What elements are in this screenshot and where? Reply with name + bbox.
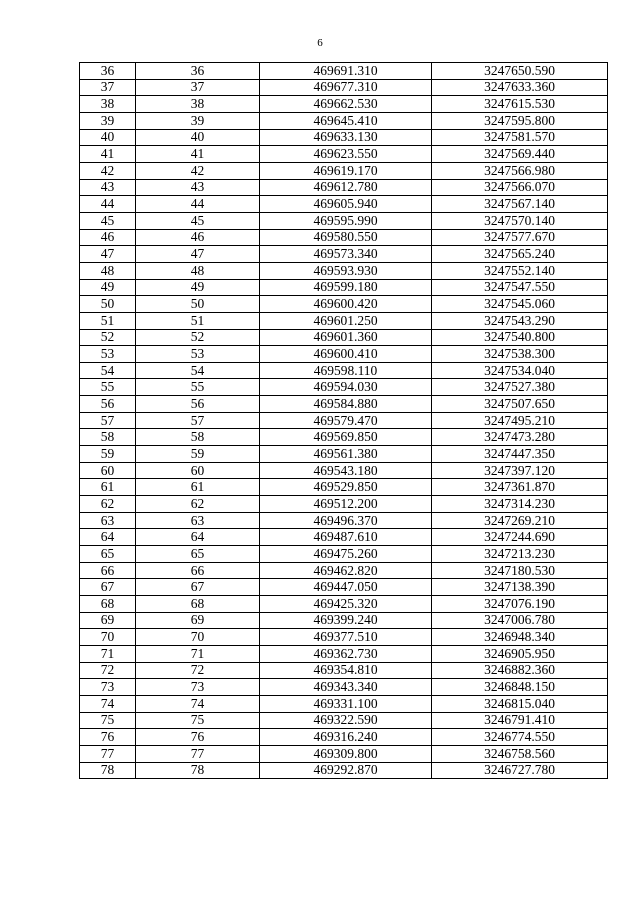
y-coordinate-cell: 3247495.210 <box>432 412 608 429</box>
table-row <box>80 362 608 379</box>
y-coordinate-cell: 3247138.390 <box>432 579 608 596</box>
table-row <box>80 496 608 513</box>
x-coordinate-cell: 469399.240 <box>260 612 432 629</box>
x-coordinate-cell: 469633.130 <box>260 129 432 146</box>
point-index-cell: 70 <box>136 629 260 646</box>
x-coordinate-cell: 469645.410 <box>260 112 432 129</box>
point-index-cell: 69 <box>136 612 260 629</box>
point-number-cell: 67 <box>80 579 136 596</box>
table-row <box>80 546 608 563</box>
table-row <box>80 212 608 229</box>
point-index-cell: 75 <box>136 712 260 729</box>
y-coordinate-cell: 3247507.650 <box>432 396 608 413</box>
x-coordinate-cell: 469584.880 <box>260 396 432 413</box>
table-row <box>80 612 608 629</box>
y-coordinate-cell: 3247314.230 <box>432 496 608 513</box>
point-number-cell: 58 <box>80 429 136 446</box>
point-number-cell: 61 <box>80 479 136 496</box>
point-number-cell: 56 <box>80 396 136 413</box>
point-index-cell: 65 <box>136 546 260 563</box>
table-row <box>80 562 608 579</box>
x-coordinate-cell: 469561.380 <box>260 446 432 463</box>
y-coordinate-cell: 3246905.950 <box>432 645 608 662</box>
point-index-cell: 44 <box>136 196 260 213</box>
y-coordinate-cell: 3247180.530 <box>432 562 608 579</box>
point-number-cell: 36 <box>80 63 136 80</box>
x-coordinate-cell: 469343.340 <box>260 679 432 696</box>
point-index-cell: 58 <box>136 429 260 446</box>
x-coordinate-cell: 469316.240 <box>260 729 432 746</box>
point-number-cell: 66 <box>80 562 136 579</box>
table-row <box>80 712 608 729</box>
point-index-cell: 56 <box>136 396 260 413</box>
y-coordinate-cell: 3247473.280 <box>432 429 608 446</box>
table-row <box>80 745 608 762</box>
table-row <box>80 462 608 479</box>
y-coordinate-cell: 3246882.360 <box>432 662 608 679</box>
point-number-cell: 50 <box>80 296 136 313</box>
table-row <box>80 762 608 779</box>
point-index-cell: 57 <box>136 412 260 429</box>
table-row <box>80 296 608 313</box>
point-index-cell: 73 <box>136 679 260 696</box>
table-row <box>80 579 608 596</box>
y-coordinate-cell: 3247397.120 <box>432 462 608 479</box>
table-row <box>80 262 608 279</box>
y-coordinate-cell: 3246815.040 <box>432 695 608 712</box>
point-number-cell: 49 <box>80 279 136 296</box>
x-coordinate-cell: 469601.360 <box>260 329 432 346</box>
point-number-cell: 51 <box>80 312 136 329</box>
point-number-cell: 65 <box>80 546 136 563</box>
y-coordinate-cell: 3247615.530 <box>432 96 608 113</box>
y-coordinate-cell: 3247577.670 <box>432 229 608 246</box>
table-row <box>80 629 608 646</box>
point-number-cell: 68 <box>80 596 136 613</box>
x-coordinate-cell: 469612.780 <box>260 179 432 196</box>
table-row <box>80 596 608 613</box>
x-coordinate-cell: 469595.990 <box>260 212 432 229</box>
x-coordinate-cell: 469543.180 <box>260 462 432 479</box>
point-index-cell: 40 <box>136 129 260 146</box>
point-number-cell: 54 <box>80 362 136 379</box>
table-row <box>80 729 608 746</box>
y-coordinate-cell: 3247547.550 <box>432 279 608 296</box>
point-index-cell: 59 <box>136 446 260 463</box>
point-number-cell: 71 <box>80 645 136 662</box>
point-index-cell: 39 <box>136 112 260 129</box>
y-coordinate-cell: 3247569.440 <box>432 146 608 163</box>
point-number-cell: 63 <box>80 512 136 529</box>
point-number-cell: 75 <box>80 712 136 729</box>
point-number-cell: 53 <box>80 346 136 363</box>
table-row <box>80 63 608 80</box>
point-number-cell: 73 <box>80 679 136 696</box>
coordinates-table <box>79 62 608 779</box>
point-number-cell: 43 <box>80 179 136 196</box>
y-coordinate-cell: 3247534.040 <box>432 362 608 379</box>
point-number-cell: 69 <box>80 612 136 629</box>
point-number-cell: 39 <box>80 112 136 129</box>
y-coordinate-cell: 3247543.290 <box>432 312 608 329</box>
x-coordinate-cell: 469580.550 <box>260 229 432 246</box>
point-number-cell: 55 <box>80 379 136 396</box>
point-number-cell: 40 <box>80 129 136 146</box>
x-coordinate-cell: 469462.820 <box>260 562 432 579</box>
point-number-cell: 46 <box>80 229 136 246</box>
x-coordinate-cell: 469377.510 <box>260 629 432 646</box>
y-coordinate-cell: 3247076.190 <box>432 596 608 613</box>
page-number: 6 <box>317 37 323 49</box>
point-number-cell: 64 <box>80 529 136 546</box>
point-index-cell: 55 <box>136 379 260 396</box>
point-number-cell: 62 <box>80 496 136 513</box>
point-index-cell: 53 <box>136 346 260 363</box>
y-coordinate-cell: 3247567.140 <box>432 196 608 213</box>
point-index-cell: 64 <box>136 529 260 546</box>
table-row <box>80 329 608 346</box>
x-coordinate-cell: 469447.050 <box>260 579 432 596</box>
y-coordinate-cell: 3247269.210 <box>432 512 608 529</box>
point-number-cell: 42 <box>80 162 136 179</box>
y-coordinate-cell: 3246848.150 <box>432 679 608 696</box>
y-coordinate-cell: 3247633.360 <box>432 79 608 96</box>
x-coordinate-cell: 469594.030 <box>260 379 432 396</box>
table-row <box>80 446 608 463</box>
point-index-cell: 49 <box>136 279 260 296</box>
point-index-cell: 36 <box>136 63 260 80</box>
x-coordinate-cell: 469619.170 <box>260 162 432 179</box>
table-row <box>80 679 608 696</box>
point-index-cell: 46 <box>136 229 260 246</box>
point-index-cell: 37 <box>136 79 260 96</box>
table-row <box>80 96 608 113</box>
y-coordinate-cell: 3247570.140 <box>432 212 608 229</box>
x-coordinate-cell: 469623.550 <box>260 146 432 163</box>
x-coordinate-cell: 469487.610 <box>260 529 432 546</box>
x-coordinate-cell: 469605.940 <box>260 196 432 213</box>
table-row <box>80 196 608 213</box>
point-index-cell: 47 <box>136 246 260 263</box>
y-coordinate-cell: 3247595.800 <box>432 112 608 129</box>
y-coordinate-cell: 3247447.350 <box>432 446 608 463</box>
table-row <box>80 412 608 429</box>
point-index-cell: 54 <box>136 362 260 379</box>
point-index-cell: 77 <box>136 745 260 762</box>
point-index-cell: 76 <box>136 729 260 746</box>
table-row <box>80 112 608 129</box>
x-coordinate-cell: 469569.850 <box>260 429 432 446</box>
x-coordinate-cell: 469599.180 <box>260 279 432 296</box>
y-coordinate-cell: 3246948.340 <box>432 629 608 646</box>
point-index-cell: 60 <box>136 462 260 479</box>
table-row <box>80 396 608 413</box>
table-row <box>80 662 608 679</box>
point-index-cell: 41 <box>136 146 260 163</box>
y-coordinate-cell: 3247650.590 <box>432 63 608 80</box>
x-coordinate-cell: 469601.250 <box>260 312 432 329</box>
x-coordinate-cell: 469598.110 <box>260 362 432 379</box>
point-index-cell: 63 <box>136 512 260 529</box>
table-row <box>80 146 608 163</box>
y-coordinate-cell: 3246774.550 <box>432 729 608 746</box>
point-number-cell: 59 <box>80 446 136 463</box>
point-index-cell: 71 <box>136 645 260 662</box>
x-coordinate-cell: 469425.320 <box>260 596 432 613</box>
x-coordinate-cell: 469362.730 <box>260 645 432 662</box>
table-row <box>80 379 608 396</box>
x-coordinate-cell: 469354.810 <box>260 662 432 679</box>
x-coordinate-cell: 469691.310 <box>260 63 432 80</box>
table-row <box>80 162 608 179</box>
point-number-cell: 44 <box>80 196 136 213</box>
table-row <box>80 129 608 146</box>
x-coordinate-cell: 469573.340 <box>260 246 432 263</box>
point-index-cell: 38 <box>136 96 260 113</box>
point-index-cell: 42 <box>136 162 260 179</box>
x-coordinate-cell: 469331.100 <box>260 695 432 712</box>
y-coordinate-cell: 3247213.230 <box>432 546 608 563</box>
x-coordinate-cell: 469512.200 <box>260 496 432 513</box>
point-number-cell: 70 <box>80 629 136 646</box>
table-row <box>80 246 608 263</box>
x-coordinate-cell: 469475.260 <box>260 546 432 563</box>
point-number-cell: 45 <box>80 212 136 229</box>
table-row <box>80 279 608 296</box>
point-number-cell: 38 <box>80 96 136 113</box>
point-number-cell: 52 <box>80 329 136 346</box>
table-row <box>80 479 608 496</box>
x-coordinate-cell: 469292.870 <box>260 762 432 779</box>
y-coordinate-cell: 3247538.300 <box>432 346 608 363</box>
table-row <box>80 346 608 363</box>
point-number-cell: 41 <box>80 146 136 163</box>
y-coordinate-cell: 3247527.380 <box>432 379 608 396</box>
y-coordinate-cell: 3247566.980 <box>432 162 608 179</box>
x-coordinate-cell: 469677.310 <box>260 79 432 96</box>
table-row <box>80 695 608 712</box>
y-coordinate-cell: 3247581.570 <box>432 129 608 146</box>
point-number-cell: 78 <box>80 762 136 779</box>
table-row <box>80 645 608 662</box>
y-coordinate-cell: 3247566.070 <box>432 179 608 196</box>
x-coordinate-cell: 469600.410 <box>260 346 432 363</box>
y-coordinate-cell: 3247545.060 <box>432 296 608 313</box>
point-number-cell: 47 <box>80 246 136 263</box>
x-coordinate-cell: 469662.530 <box>260 96 432 113</box>
y-coordinate-cell: 3247006.780 <box>432 612 608 629</box>
point-index-cell: 51 <box>136 312 260 329</box>
x-coordinate-cell: 469600.420 <box>260 296 432 313</box>
y-coordinate-cell: 3246791.410 <box>432 712 608 729</box>
point-index-cell: 67 <box>136 579 260 596</box>
y-coordinate-cell: 3247361.870 <box>432 479 608 496</box>
point-number-cell: 77 <box>80 745 136 762</box>
table-row <box>80 179 608 196</box>
x-coordinate-cell: 469579.470 <box>260 412 432 429</box>
point-index-cell: 43 <box>136 179 260 196</box>
point-index-cell: 68 <box>136 596 260 613</box>
point-index-cell: 78 <box>136 762 260 779</box>
x-coordinate-cell: 469309.800 <box>260 745 432 762</box>
table-row <box>80 529 608 546</box>
point-number-cell: 57 <box>80 412 136 429</box>
x-coordinate-cell: 469496.370 <box>260 512 432 529</box>
y-coordinate-cell: 3247565.240 <box>432 246 608 263</box>
point-number-cell: 48 <box>80 262 136 279</box>
y-coordinate-cell: 3247244.690 <box>432 529 608 546</box>
coordinates-table-body <box>80 63 608 779</box>
table-row <box>80 79 608 96</box>
point-index-cell: 61 <box>136 479 260 496</box>
point-index-cell: 48 <box>136 262 260 279</box>
table-row <box>80 512 608 529</box>
point-index-cell: 72 <box>136 662 260 679</box>
table-row <box>80 312 608 329</box>
point-index-cell: 45 <box>136 212 260 229</box>
point-index-cell: 50 <box>136 296 260 313</box>
point-number-cell: 37 <box>80 79 136 96</box>
y-coordinate-cell: 3247540.800 <box>432 329 608 346</box>
point-number-cell: 76 <box>80 729 136 746</box>
x-coordinate-cell: 469529.850 <box>260 479 432 496</box>
y-coordinate-cell: 3246727.780 <box>432 762 608 779</box>
table-row <box>80 429 608 446</box>
point-number-cell: 72 <box>80 662 136 679</box>
point-index-cell: 62 <box>136 496 260 513</box>
point-number-cell: 74 <box>80 695 136 712</box>
y-coordinate-cell: 3246758.560 <box>432 745 608 762</box>
point-index-cell: 52 <box>136 329 260 346</box>
point-index-cell: 66 <box>136 562 260 579</box>
table-row <box>80 229 608 246</box>
point-index-cell: 74 <box>136 695 260 712</box>
y-coordinate-cell: 3247552.140 <box>432 262 608 279</box>
x-coordinate-cell: 469322.590 <box>260 712 432 729</box>
x-coordinate-cell: 469593.930 <box>260 262 432 279</box>
point-number-cell: 60 <box>80 462 136 479</box>
